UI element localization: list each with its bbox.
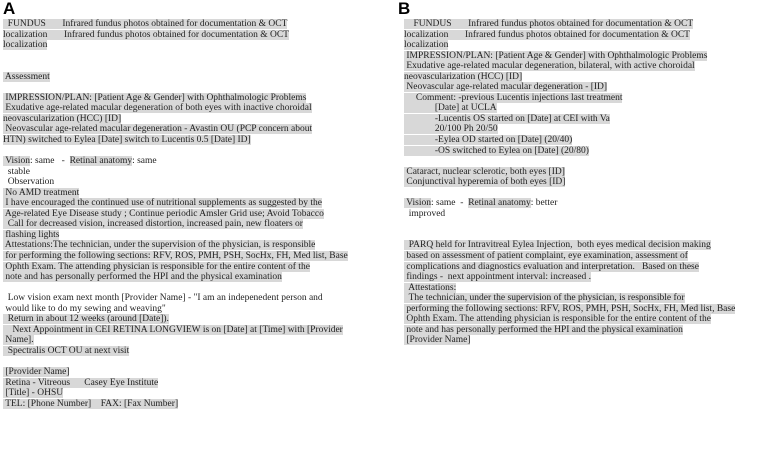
panel-a-text-line [3, 188, 383, 199]
plain-text: would like to do my sewing and weaving" [3, 303, 166, 314]
highlighted-text: Ophth Exam. The attending physician is responsible for the entire content of the [404, 314, 711, 325]
highlighted-text: FUNDUS Infrared fundus photos obtained for documentation & OCT [404, 19, 694, 29]
panel-b-text-line [404, 167, 754, 178]
panel-a-text-line [3, 167, 383, 178]
panel-b-blank-line [404, 219, 754, 230]
highlighted-text: The technician, under the supervision of the physician, is responsible for [404, 293, 685, 304]
panel-a-text-line [3, 251, 383, 262]
panel-b-text-line [404, 114, 754, 125]
highlighted-text: flashing lights [3, 229, 60, 240]
panel-a-text-line [3, 156, 383, 167]
highlighted-text: Attestations:The technician, under the supervision of the physician, is responsible [3, 240, 316, 251]
panel-b-text-line [404, 146, 754, 157]
plain-text: stable [3, 166, 30, 177]
panel-a-text-line [3, 30, 383, 41]
panel-b-blank-line [404, 230, 754, 241]
panel-a-text-line [3, 219, 383, 230]
highlighted-text: -Lucentis OS started on [Date] at CEI with Va [404, 113, 610, 124]
panel-a-text-line [3, 72, 383, 83]
panel-a-text-line [3, 230, 383, 241]
panel-a-blank-line [3, 146, 383, 157]
plain-text: : same [132, 156, 157, 167]
panel-b-text-line [404, 272, 754, 283]
panel-a-text-line [3, 314, 383, 325]
highlighted-text: -OS switched to Eylea on [Date] (20/80) [404, 145, 589, 156]
panel-a-text-line [3, 177, 383, 188]
highlighted-text: 20/100 Ph 20/50 [404, 124, 498, 135]
panel-a-text-line [3, 367, 383, 378]
panel-a-text-line [3, 304, 383, 315]
highlighted-text: No AMD treatment [3, 187, 80, 198]
plain-text: : better [530, 198, 558, 209]
highlighted-text: Neovascular age-related macular degeneration - [ID] [404, 82, 608, 93]
plain-text: Observation [3, 177, 55, 188]
highlighted-text: Next Appointment in CEI RETINA LONGVIEW is on [Date] at [Time] with [Provider [3, 324, 343, 335]
panel-a-text-line [3, 378, 383, 389]
panel-b-text-line [404, 51, 754, 62]
panel-a-blank-line [3, 82, 383, 93]
panel-a-text-line [3, 335, 383, 346]
highlighted-text: Attestations: [404, 282, 457, 293]
highlighted-text: neovascularization (HCC) [ID] [404, 71, 523, 82]
panel-b-text-line [404, 335, 754, 346]
panel-b-blank-line [404, 156, 754, 167]
panel-b-text-line [404, 82, 754, 93]
panel-b-text-line [404, 251, 754, 262]
highlighted-text: [Title] - OHSU [3, 388, 64, 399]
panel-b-text-line [404, 283, 754, 294]
panel-b-text-line [404, 262, 754, 273]
panel-b-text-line [404, 93, 754, 104]
highlighted-text: Name]. [3, 335, 34, 346]
panel-a-blank-line [3, 283, 383, 294]
panel-b-note-text [404, 19, 754, 346]
highlighted-text: Assessment [3, 71, 50, 82]
plain-text: improved [404, 208, 446, 219]
panel-a-text-line [3, 198, 383, 209]
panel-a-text-line [3, 103, 383, 114]
highlighted-text: FUNDUS Infrared fundus photos obtained for documentation & OCT [3, 19, 288, 29]
highlighted-text: [Provider Name] [404, 335, 471, 346]
panel-b-text-line [404, 103, 754, 114]
panel-b-text-line [404, 124, 754, 135]
panel-b-text-line [404, 325, 754, 336]
highlighted-text: Retinal anatomy [468, 198, 531, 209]
panel-b-text-line [404, 19, 754, 30]
panel-a-text-line [3, 93, 383, 104]
plain-text: Low vision exam next month [Provider Name] - "I am an indepenedent person and [3, 293, 323, 304]
highlighted-text: TEL: [Phone Number] FAX: [Fax Number] [3, 398, 179, 409]
highlighted-text: PARQ held for Intravitreal Eylea Injection, both eyes medical decision making [404, 240, 711, 251]
panel-b-text-line [404, 198, 754, 209]
highlighted-text: Vision [3, 156, 30, 167]
panel-a-text-line [3, 40, 383, 51]
highlighted-text: IMPRESSION/PLAN: [Patient Age & Gender] with Ophthalmologic Problems [3, 92, 307, 103]
highlighted-text: Retinal anatomy [69, 156, 133, 167]
panel-a-note-text [3, 19, 383, 409]
highlighted-text: HTN) switched to Eylea [Date] switch to Lucentis 0.5 [Date] ID] [3, 135, 251, 146]
panel-b-blank-line [404, 188, 754, 199]
panel-a-blank-line [3, 61, 383, 72]
highlighted-text: Retina - Vitreous Casey Eye Institute [3, 377, 159, 388]
panel-a-text-line [3, 399, 383, 410]
highlighted-text: [Provider Name] [3, 367, 70, 378]
panel-a-text-line [3, 346, 383, 357]
panel-b-text-line [404, 40, 754, 51]
panel-b-text-line [404, 209, 754, 220]
highlighted-text: Call for decreased vision, increased distortion, increased pain, new floaters or [3, 219, 303, 230]
panel-a-text-line [3, 262, 383, 273]
highlighted-text: Age-related Eye Disease study ; Continue periodic Amsler Grid use; Avoid Tobacco [3, 208, 324, 219]
plain-text: : same - [29, 156, 70, 167]
highlighted-text: complications and diagnostics evaluation and interpretation. Based on these [404, 261, 699, 272]
panel-b-text-line [404, 72, 754, 83]
panel-b-text-line [404, 177, 754, 188]
panel-b-text-line [404, 30, 754, 41]
highlighted-text: based on assessment of patient complaint, eye examination, assessment of [404, 251, 688, 262]
highlighted-text: Exudative age-related macular degeneration of both eyes with inactive choroidal [3, 103, 312, 114]
highlighted-text: localization [3, 40, 48, 51]
highlighted-text: localization [404, 40, 449, 51]
highlighted-text: -Eylea OD started on [Date] (20/40) [404, 135, 573, 146]
highlighted-text: localization Infrared fundus photos obtained for documentation & OCT [404, 29, 690, 40]
highlighted-text: Exudative age-related macular degeneration, bilateral, with active choroidal [404, 61, 695, 72]
highlighted-text: localization Infrared fundus photos obtained for documentation & OCT [3, 29, 289, 40]
panel-b-text-line [404, 304, 754, 315]
highlighted-text: Cataract, nuclear sclerotic, both eyes [ID] [404, 166, 565, 177]
highlighted-text: findings - next appointment interval: increased . [404, 272, 592, 283]
panel-b-text-line [404, 314, 754, 325]
panel-a-blank-line [3, 51, 383, 62]
panel-a-label: A [3, 0, 16, 18]
panel-a-text-line [3, 325, 383, 336]
highlighted-text: performing the following sections: RFV, ROS, PMH, PSH, SocHx, FH, Med list, Base [404, 303, 736, 314]
panel-a-text-line [3, 209, 383, 220]
highlighted-text: for performing the following sections: RFV, ROS, PMH, PSH, SocHx, FH, Med list, Base [3, 251, 348, 262]
panel-a-text-line [3, 19, 383, 30]
highlighted-text: I have encouraged the continued use of nutritional supplements as suggested by the [3, 198, 322, 209]
highlighted-text: Ophth Exam. The attending physician is responsible for the entire content of the [3, 261, 310, 272]
panel-a-text-line [3, 114, 383, 125]
highlighted-text: [Date] at UCLA [404, 103, 497, 114]
highlighted-text: Return in about 12 weeks (around [Date]). [3, 314, 169, 325]
panel-b-text-line [404, 240, 754, 251]
panel-a-text-line [3, 272, 383, 283]
panel-a-text-line [3, 124, 383, 135]
highlighted-text: Neovascular age-related macular degeneration - Avastin OU (PCP concern about [3, 124, 313, 135]
panel-a-text-line [3, 388, 383, 399]
panel-b-text-line [404, 61, 754, 72]
panel-a-text-line [3, 293, 383, 304]
highlighted-text: note and has personally performed the HPI and the physical examination [3, 272, 282, 283]
panel-b-text-line [404, 135, 754, 146]
panel-a-text-line [3, 135, 383, 146]
highlighted-text: Comment: -previous Lucentis injections last treatment [404, 92, 623, 103]
highlighted-text: Vision [404, 198, 431, 209]
panel-a-text-line [3, 240, 383, 251]
panel-a-blank-line [3, 357, 383, 368]
plain-text: : same - [430, 198, 469, 209]
highlighted-text: Spectralis OCT OU at next visit [3, 345, 130, 356]
highlighted-text: IMPRESSION/PLAN: [Patient Age & Gender] with Ophthalmologic Problems [404, 50, 708, 61]
panel-b-text-line [404, 293, 754, 304]
highlighted-text: note and has personally performed the HPI and the physical examination [404, 324, 683, 335]
highlighted-text: Conjunctival hyperemia of both eyes [ID] [404, 177, 566, 188]
highlighted-text: neovascularization (HCC) [ID] [3, 113, 122, 124]
panel-b-label: B [398, 0, 411, 18]
